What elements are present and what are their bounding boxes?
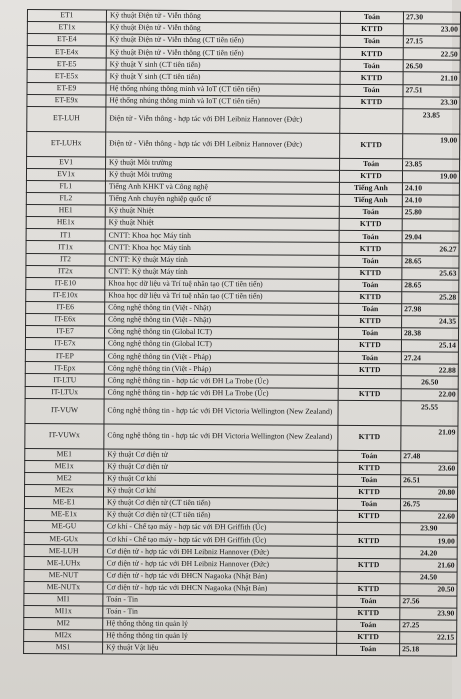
cutoff-score: 23.90 [400, 523, 457, 535]
program-code: ET-E4x [27, 46, 106, 59]
cutoff-score: 26.27 [402, 243, 459, 255]
program-code: ET-E5 [27, 58, 106, 71]
cutoff-score: 27.98 [402, 304, 459, 316]
program-name: Công nghệ thông tin (Việt - Pháp) [104, 362, 338, 376]
cutoff-score: 26.50 [401, 376, 458, 388]
admission-method: Toán [337, 644, 400, 656]
cutoff-score: 25.63 [402, 267, 459, 279]
cutoff-score: 19.00 [400, 535, 457, 547]
program-code: MI1 [24, 593, 103, 606]
admission-method: KTTD [340, 48, 403, 60]
admission-method: KTTD [339, 267, 402, 279]
cutoff-score: 27.51 [403, 84, 460, 96]
program-name: Kỹ thuật Cơ khí [104, 485, 338, 499]
program-name: Toán - Tin [103, 594, 337, 608]
admission-score-table [23, 9, 461, 657]
program-name: Kỹ thuật Y sinh (CT tiên tiến) [106, 70, 340, 84]
admission-method: Toán [338, 352, 401, 364]
program-code: MS1 [24, 642, 103, 655]
admission-method: KTTD [338, 486, 401, 498]
program-code: IT-E6 [26, 301, 105, 314]
program-code: IT-LTUx [25, 386, 104, 399]
cutoff-score: 24.10 [402, 183, 459, 195]
program-code: ME-E1x [24, 509, 103, 522]
program-name: Hệ thống thông tin quản lý [103, 618, 337, 632]
table-row [25, 398, 458, 426]
program-code: ME2x [25, 484, 104, 497]
program-name: Điện tử - Viễn thông - hợp tác với ĐH Leibniz Hannover (Đức) [106, 132, 340, 158]
admission-method: KTTD [337, 607, 400, 619]
admission-method [338, 400, 401, 425]
cutoff-score: 23.30 [403, 96, 460, 108]
program-code: EV1 [27, 156, 106, 169]
cutoff-score: 24.35 [402, 316, 459, 328]
program-name: Kỹ thuật Cơ điện tử [104, 461, 338, 475]
admission-method: Toán [337, 498, 400, 510]
admission-method: KTTD [339, 219, 402, 231]
program-code: ME1x [25, 460, 104, 473]
admission-method: KTTD [338, 425, 401, 450]
program-name: CNTT: Khoa học Máy tính [105, 229, 339, 243]
admission-method: Toán [339, 279, 402, 291]
program-name: Kỹ thuật Y sinh (CT tiên tiến) [106, 58, 340, 72]
program-name: Kỹ thuật Môi trường [105, 169, 339, 183]
program-name: CNTT: Kỹ thuật Máy tính [105, 266, 339, 280]
cutoff-score: 19.00 [402, 171, 459, 183]
program-name: Kỹ thuật Điện tử - Viễn thông [106, 22, 340, 36]
program-name: Kỹ thuật Cơ điện tử [104, 449, 338, 463]
cutoff-score: 21.60 [400, 559, 457, 571]
cutoff-score: 22.60 [400, 511, 457, 523]
program-name: Kỹ thuật Cơ khí [104, 473, 338, 487]
admission-method: Toán [338, 474, 401, 486]
program-code: MI1x [24, 605, 103, 618]
program-name: Kỹ thuật Môi trường [106, 157, 340, 171]
program-code: IT-E10x [26, 289, 105, 302]
admission-method: KTTD [340, 72, 403, 84]
admission-method [337, 571, 400, 583]
admission-method: Toán [340, 36, 403, 48]
cutoff-score: 24.10 [402, 195, 459, 207]
program-code: ET-E4 [27, 34, 106, 47]
program-name: Tiếng Anh chuyên nghiệp quốc tế [105, 193, 339, 207]
table-body [24, 10, 461, 657]
cutoff-score: 22.50 [403, 48, 460, 60]
program-name: Cơ điện tử - hợp tác với ĐHCN Nagaoka (Nhật Bản) [103, 582, 337, 596]
program-code: FL1 [26, 180, 105, 193]
program-code: IT-E7x [25, 338, 104, 351]
admission-method: Toán [339, 207, 402, 219]
cutoff-score [402, 219, 459, 231]
admission-method: Toán [340, 84, 403, 96]
program-code: ET-E5x [27, 70, 106, 83]
cutoff-score: 20.50 [400, 583, 457, 595]
program-code: ET1x [27, 22, 106, 35]
cutoff-score: 25.18 [400, 644, 457, 656]
program-code: IT-VUW [25, 398, 104, 423]
table-row [25, 423, 458, 451]
admission-method: KTTD [339, 170, 402, 182]
table-row [27, 131, 460, 159]
program-code: ET-E9 [27, 82, 106, 95]
admission-method [337, 547, 400, 559]
program-name: Hệ thống thông tin quản lý [103, 630, 337, 644]
admission-method: KTTD [340, 24, 403, 36]
program-code: IT1x [26, 241, 105, 254]
cutoff-score: 20.80 [401, 487, 458, 499]
program-code: ET-LUH [27, 106, 106, 131]
program-name: Công nghệ thông tin (Global ICT) [104, 338, 338, 352]
admission-method: Toán [340, 158, 403, 170]
program-code: ME-LUHx [24, 557, 103, 570]
cutoff-score: 19.00 [403, 134, 460, 159]
admission-method: KTTD [338, 364, 401, 376]
cutoff-score: 22.88 [401, 364, 458, 376]
program-name: Công nghệ thông tin (Việt - Nhật) [105, 302, 339, 316]
cutoff-score: 25.28 [402, 292, 459, 304]
program-code: IT-E6x [26, 313, 105, 326]
program-name: Kỹ thuật Điện tử - Viễn thông (CT tiên tiến) [106, 46, 340, 60]
cutoff-score: 27.30 [403, 12, 460, 24]
program-name: Công nghệ thông tin (Việt - Pháp) [104, 350, 338, 364]
program-name: Toán - Tin [103, 606, 337, 620]
table-row [24, 642, 457, 657]
cutoff-score: 25.55 [401, 400, 458, 425]
cutoff-score: 22.00 [401, 388, 458, 400]
admission-method: Toán [339, 231, 402, 243]
cutoff-score: 27.24 [401, 352, 458, 364]
cutoff-score: 27.25 [400, 620, 457, 632]
cutoff-score: 23.00 [403, 24, 460, 36]
program-name: Công nghệ thông tin (Global ICT) [104, 326, 338, 340]
program-name: Kỹ thuật Nhiệt [105, 217, 339, 231]
program-name: Khoa học dữ liệu và Trí tuệ nhân tạo (CT tiên tiến) [105, 290, 339, 304]
program-name: Công nghệ thông tin - hợp tác với ĐH La Trobe (Úc) [104, 374, 338, 388]
program-code: MI2 [24, 617, 103, 630]
program-code: IT-Epx [25, 362, 104, 375]
program-code: IT-EP [25, 350, 104, 363]
cutoff-score: 26.51 [401, 475, 458, 487]
program-name: CNTT: Khoa học Máy tính [105, 241, 339, 255]
program-name: Cơ khí - Chế tạo máy - hợp tác với ĐH Griffith (Úc) [103, 521, 337, 535]
admission-method: KTTD [339, 315, 402, 327]
admission-method: Toán [337, 595, 400, 607]
program-code: ET1 [27, 10, 106, 23]
admission-method: Tiếng Anh [339, 182, 402, 194]
program-code: EV1x [26, 168, 105, 181]
program-code: ME-NUT [24, 569, 103, 582]
admission-method: KTTD [339, 291, 402, 303]
program-name: Kỹ thuật Vật liệu [103, 642, 337, 656]
admission-method: KTTD [338, 462, 401, 474]
admission-method: KTTD [337, 559, 400, 571]
cutoff-score: 28.38 [401, 328, 458, 340]
program-name: Kỹ thuật Cơ điện tử (CT tiên tiến) [103, 509, 337, 523]
admission-method: Toán [339, 255, 402, 267]
cutoff-score: 27.15 [403, 36, 460, 48]
cutoff-score: 26.75 [400, 499, 457, 511]
admission-method: Toán [338, 450, 401, 462]
program-code: ME-GU [24, 521, 103, 534]
cutoff-score: 28.65 [402, 279, 459, 291]
program-name: Cơ điện tử - hợp tác với ĐH Leibniz Hannover (Đức) [103, 557, 337, 571]
cutoff-score: 24.20 [400, 547, 457, 559]
program-code: ME-GUx [24, 533, 103, 546]
cutoff-score: 23.85 [403, 109, 460, 134]
program-name: Cơ điện tử - hợp tác với ĐH Leibniz Hannover (Đức) [103, 545, 337, 559]
program-code: ME-LUH [24, 545, 103, 558]
admission-method [338, 376, 401, 388]
program-code: IT1 [26, 229, 105, 242]
cutoff-score: 23.85 [403, 159, 460, 171]
admission-method: Toán [340, 60, 403, 72]
program-name: CNTT: Kỹ thuật Máy tính [105, 253, 339, 267]
program-code: IT-LTU [25, 374, 104, 387]
admission-method: KTTD [339, 243, 402, 255]
program-name: Công nghệ thông tin - hợp tác với ĐH Victoria Wellington (New Zealand) [104, 424, 338, 450]
program-code: HE1 [26, 205, 105, 218]
program-name: Kỹ thuật Điện tử - Viễn thông (CT tiên tiến) [106, 34, 340, 48]
cutoff-score: 23.90 [400, 608, 457, 620]
admission-method: KTTD [337, 510, 400, 522]
admission-method: KTTD [340, 96, 403, 108]
admission-method: KTTD [337, 535, 400, 547]
program-name: Cơ điện tử - hợp tác với ĐHCN Nagaoka (Nhật Bản) [103, 570, 337, 584]
program-name: Tiếng Anh KHKT và Công nghệ [105, 181, 339, 195]
cutoff-score: 24.50 [400, 571, 457, 583]
admission-method: Toán [340, 11, 403, 23]
admission-method [340, 108, 403, 133]
admission-method: KTTD [337, 631, 400, 643]
program-code: ME2 [25, 472, 104, 485]
program-name: Hệ thống nhúng thông minh và IoT (CT tiên tiến) [106, 83, 340, 97]
program-code: ME-E1 [24, 496, 103, 509]
program-code: MI2x [24, 630, 103, 643]
program-name: Kỹ thuật Điện tử - Viễn thông [106, 10, 340, 24]
admission-method: Tiếng Anh [339, 194, 402, 206]
program-code: IT2x [26, 265, 105, 278]
cutoff-score: 29.04 [402, 231, 459, 243]
program-name: Công nghệ thông tin - hợp tác với ĐH La Trobe (Úc) [104, 387, 338, 401]
program-code: IT-VUWx [25, 423, 104, 448]
cutoff-score: 27.48 [401, 450, 458, 462]
program-code: ME1 [25, 448, 104, 461]
cutoff-score: 23.60 [401, 463, 458, 475]
admission-method: Toán [338, 327, 401, 339]
program-code: FL2 [26, 193, 105, 206]
cutoff-score: 25.14 [401, 340, 458, 352]
cutoff-score: 21.10 [403, 72, 460, 84]
program-name: Cơ khí - Chế tạo máy - hợp tác với ĐH Griffith (Úc) [103, 533, 337, 547]
program-name: Điện tử - Viễn thông - hợp tác với ĐH Leibniz Hannover (Đức) [106, 107, 340, 133]
cutoff-score: 22.15 [400, 632, 457, 644]
admission-method: Toán [337, 619, 400, 631]
program-name: Hệ thống nhúng thông minh và IoT (CT tiên tiến) [106, 95, 340, 109]
program-code: IT-E7 [25, 326, 104, 339]
admission-method: KTTD [337, 583, 400, 595]
table-row [27, 106, 460, 134]
program-code: IT2 [26, 253, 105, 266]
program-name: Công nghệ thông tin - hợp tác với ĐH Victoria Wellington (New Zealand) [104, 399, 338, 425]
program-name: Khoa học dữ liệu và Trí tuệ nhân tạo (CT tiên tiến) [105, 278, 339, 292]
program-name: Công nghệ thông tin (Việt - Nhật) [105, 314, 339, 328]
admission-method [337, 523, 400, 535]
program-name: Kỹ thuật Nhiệt [105, 205, 339, 219]
admission-method: Toán [339, 303, 402, 315]
program-code: ET-E9x [27, 94, 106, 107]
admission-method: KTTD [338, 388, 401, 400]
cutoff-score: 27.56 [400, 596, 457, 608]
admission-method: KTTD [340, 133, 403, 158]
cutoff-score: 26.50 [403, 60, 460, 72]
cutoff-score: 28.65 [402, 255, 459, 267]
cutoff-score: 25.80 [402, 207, 459, 219]
cutoff-score: 21.09 [401, 425, 458, 450]
program-name: Kỹ thuật Cơ điện tử (CT tiên tiến) [103, 497, 337, 511]
program-code: ME-NUTx [24, 581, 103, 594]
program-code: IT-E10 [26, 277, 105, 290]
admission-method: KTTD [338, 340, 401, 352]
program-code: ET-LUHx [27, 131, 106, 156]
program-code: HE1x [26, 217, 105, 230]
